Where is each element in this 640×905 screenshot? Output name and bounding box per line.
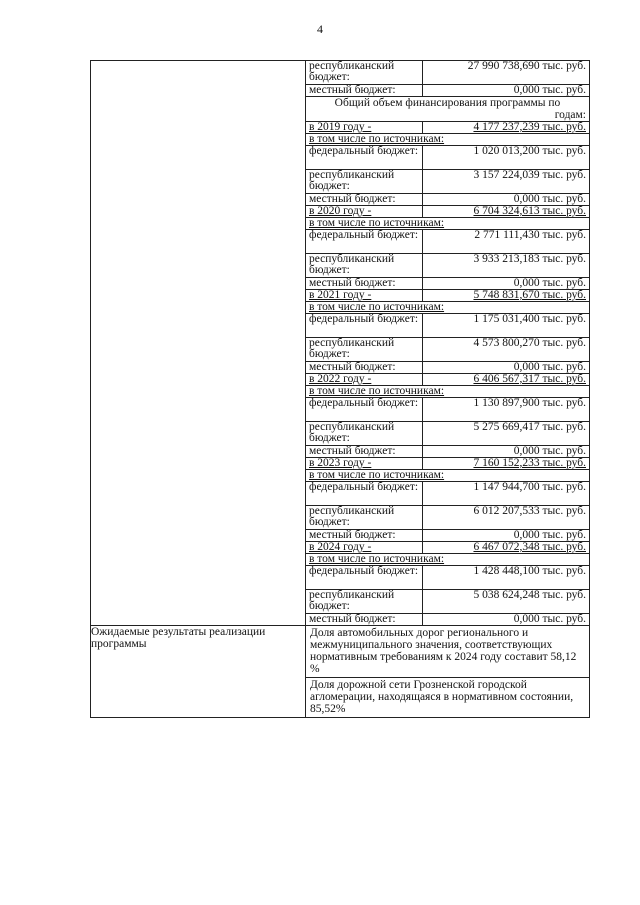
by-sources-row (306, 554, 589, 566)
republic-label: республиканский бюджет: (306, 338, 423, 362)
local-label: местный бюджет: (306, 194, 423, 206)
result-item: Доля дорожной сети Грозненской городской агломерации, находящаяся в нормативном состоянии, 85,52% (306, 677, 589, 717)
by-sources-label: в том числе по источникам: (306, 470, 589, 482)
republic-value: 3 933 213,183 тыс. руб. (423, 254, 590, 278)
by-sources-label: в том числе по источникам: (306, 218, 589, 230)
year-total-row (306, 290, 589, 302)
republic-value: 6 012 207,533 тыс. руб. (423, 506, 590, 530)
local-row (306, 530, 589, 542)
local-value: 0,000 тыс. руб. (423, 278, 590, 290)
republic-value: 5 275 669,417 тыс. руб. (423, 422, 590, 446)
republic-row (306, 170, 589, 194)
federal-row (306, 230, 589, 254)
federal-row (306, 566, 589, 590)
republic-value: 4 573 800,270 тыс. руб. (423, 338, 590, 362)
federal-row (306, 482, 589, 506)
republic-label: республиканский бюджет: (306, 422, 423, 446)
local-value: 0,000 тыс. руб. (423, 194, 590, 206)
local-row (306, 194, 589, 206)
local-row (306, 446, 589, 458)
year-total-row (306, 542, 589, 554)
by-sources-row (306, 218, 589, 230)
source-label: республиканский бюджет: (306, 61, 423, 85)
local-label: местный бюджет: (306, 362, 423, 374)
by-sources-row (306, 470, 589, 482)
local-row (306, 614, 589, 626)
local-label: местный бюджет: (306, 446, 423, 458)
by-sources-label: в том числе по источникам: (306, 386, 589, 398)
year-label: в 2020 году - (306, 206, 423, 218)
year-label: в 2023 году - (306, 458, 423, 470)
results-cell (306, 626, 590, 718)
year-label: в 2022 году - (306, 374, 423, 386)
by-sources-label: в том числе по источникам: (306, 302, 589, 314)
financing-row-top-republic (306, 61, 589, 85)
year-total-row (306, 206, 589, 218)
republic-label: республиканский бюджет: (306, 506, 423, 530)
federal-row (306, 314, 589, 338)
republic-value: 3 157 224,039 тыс. руб. (423, 170, 590, 194)
year-label: в 2024 году - (306, 542, 423, 554)
years-heading-line2: годам: (554, 109, 586, 121)
federal-label: федеральный бюджет: (306, 146, 423, 170)
local-label: местный бюджет: (306, 278, 423, 290)
result-item: Доля автомобильных дорог регионального и межмуниципального значения, соответствующих нормативным требованиям к 2024 году составит 58,12 % (310, 627, 577, 675)
federal-value: 1 428 448,100 тыс. руб. (423, 566, 590, 590)
years-heading-line1: Общий объем финансирования программы по (334, 97, 561, 109)
results-row (91, 626, 590, 718)
financing-row (91, 61, 590, 626)
by-sources-label: в том числе по источникам: (306, 134, 589, 146)
local-label: местный бюджет: (306, 530, 423, 542)
federal-value: 2 771 111,430 тыс. руб. (423, 230, 590, 254)
financing-table (306, 61, 589, 625)
republic-row (306, 254, 589, 278)
local-value: 0,000 тыс. руб. (423, 446, 590, 458)
year-total: 5 748 831,670 тыс. руб. (423, 290, 590, 302)
republic-label: республиканский бюджет: (306, 590, 423, 614)
by-sources-row (306, 134, 589, 146)
republic-row (306, 422, 589, 446)
local-row (306, 278, 589, 290)
year-label: в 2019 году - (306, 122, 423, 134)
republic-row (306, 506, 589, 530)
years-heading-row (306, 97, 589, 122)
financing-cell (306, 61, 590, 626)
years-heading (306, 97, 589, 122)
federal-label: федеральный бюджет: (306, 230, 423, 254)
year-total: 4 177 237,239 тыс. руб. (423, 122, 590, 134)
federal-row (306, 398, 589, 422)
republic-value: 5 038 624,248 тыс. руб. (423, 590, 590, 614)
local-value: 0,000 тыс. руб. (423, 614, 590, 626)
local-value: 0,000 тыс. руб. (423, 530, 590, 542)
source-value: 0,000 тыс. руб. (423, 85, 590, 97)
financing-label-cell (91, 61, 306, 626)
federal-row (306, 146, 589, 170)
republic-row (306, 338, 589, 362)
federal-value: 1 147 944,700 тыс. руб. (423, 482, 590, 506)
local-value: 0,000 тыс. руб. (423, 362, 590, 374)
republic-row (306, 590, 589, 614)
program-table (90, 60, 590, 718)
by-sources-row (306, 302, 589, 314)
federal-value: 1 020 013,200 тыс. руб. (423, 146, 590, 170)
results-label: Ожидаемые результаты реализации программы (91, 626, 306, 718)
federal-label: федеральный бюджет: (306, 398, 423, 422)
federal-value: 1 130 897,900 тыс. руб. (423, 398, 590, 422)
local-row (306, 362, 589, 374)
year-label: в 2021 году - (306, 290, 423, 302)
financing-row-top-local (306, 85, 589, 97)
by-sources-row (306, 386, 589, 398)
federal-label: федеральный бюджет: (306, 314, 423, 338)
republic-label: республиканский бюджет: (306, 170, 423, 194)
federal-label: федеральный бюджет: (306, 566, 423, 590)
source-label: местный бюджет: (306, 85, 423, 97)
year-total: 6 406 567,317 тыс. руб. (423, 374, 590, 386)
by-sources-label: в том числе по источникам: (306, 554, 589, 566)
federal-value: 1 175 031,400 тыс. руб. (423, 314, 590, 338)
local-label: местный бюджет: (306, 614, 423, 626)
year-total: 6 704 324,613 тыс. руб. (423, 206, 590, 218)
republic-label: республиканский бюджет: (306, 254, 423, 278)
federal-label: федеральный бюджет: (306, 482, 423, 506)
page-number: 4 (317, 22, 323, 36)
year-total-row (306, 458, 589, 470)
year-total: 7 160 152,233 тыс. руб. (423, 458, 590, 470)
year-total-row (306, 122, 589, 134)
source-value: 27 990 738,690 тыс. руб. (467, 60, 586, 72)
year-total-row (306, 374, 589, 386)
year-total: 6 467 072,348 тыс. руб. (423, 542, 590, 554)
